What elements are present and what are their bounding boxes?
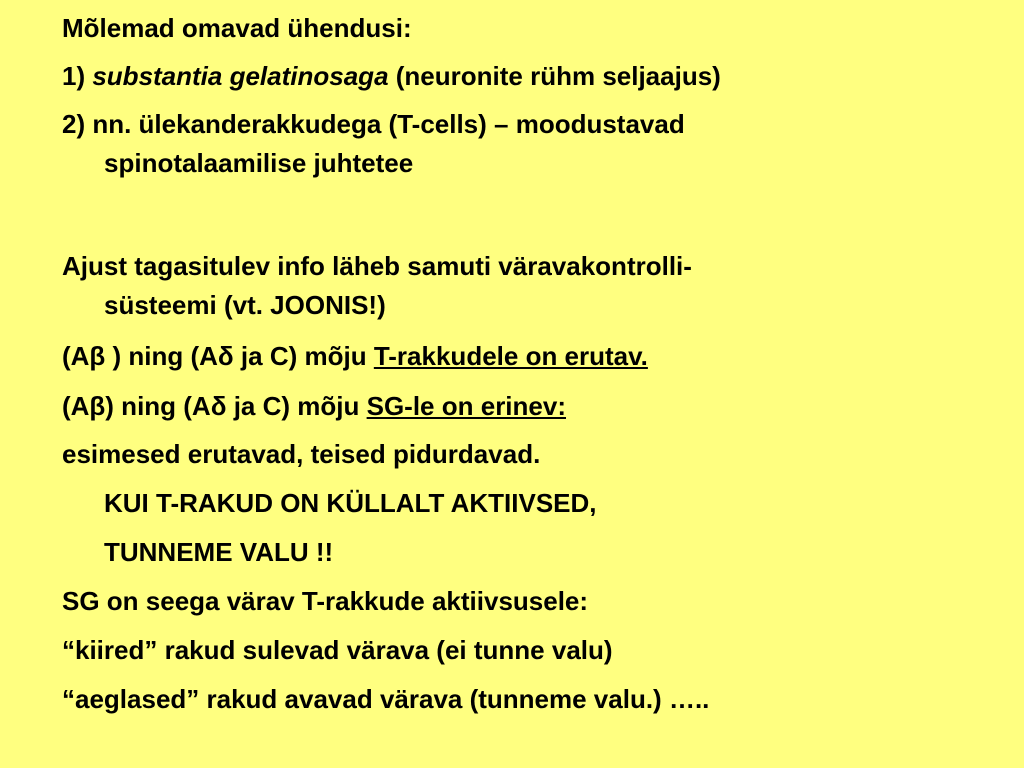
line-pain: TUNNEME VALU !! bbox=[104, 537, 334, 567]
line-prefix: 1) bbox=[62, 61, 93, 91]
line-fast-cells: “kiired” rakud sulevad värava (ei tunne valu) bbox=[62, 635, 613, 665]
underlined-text: T-rakkudele on erutav. bbox=[373, 341, 648, 371]
line-tcells-active: KUI T-RAKUD ON KÜLLALT AKTIIVSED, bbox=[104, 488, 597, 518]
line-slow-cells: “aeglased” rakud avavad värava (tunneme valu.) ….. bbox=[62, 684, 710, 714]
line-heading: Mõlemad omavad ühendusi: bbox=[62, 13, 412, 43]
paren-open: ( bbox=[388, 61, 405, 91]
line-brain-feedback: Ajust tagasitulev info läheb samuti väravakontrolli- bbox=[62, 251, 692, 281]
italic-term: substantia gelatinosaga bbox=[92, 61, 389, 91]
line-sg-effect: (Aβ) ning (Aδ ja C) mõju SG-le on erinev: bbox=[62, 391, 566, 421]
line-transfer-cells: 2) nn. ülekanderakkudega (T-cells) – moodustavad bbox=[62, 109, 685, 139]
line-sg-gate: SG on seega värav T-rakkude aktiivsusele: bbox=[62, 586, 589, 616]
line-substantia bbox=[62, 60, 721, 92]
line-tract: spinotalaamilise juhtetee bbox=[104, 148, 414, 178]
underlined-text: SG-le on erinev: bbox=[366, 391, 566, 421]
line-tcells-effect: (Aβ ) ning (Aδ ja C) mõju T-rakkudele on erutav. bbox=[62, 341, 648, 371]
line-rest: neuronite rühm seljaajus) bbox=[404, 61, 721, 91]
line-system: süsteemi (vt. JOONIS!) bbox=[104, 290, 386, 320]
line-excite-inhibit: esimesed erutavad, teised pidurdavad. bbox=[62, 439, 541, 469]
